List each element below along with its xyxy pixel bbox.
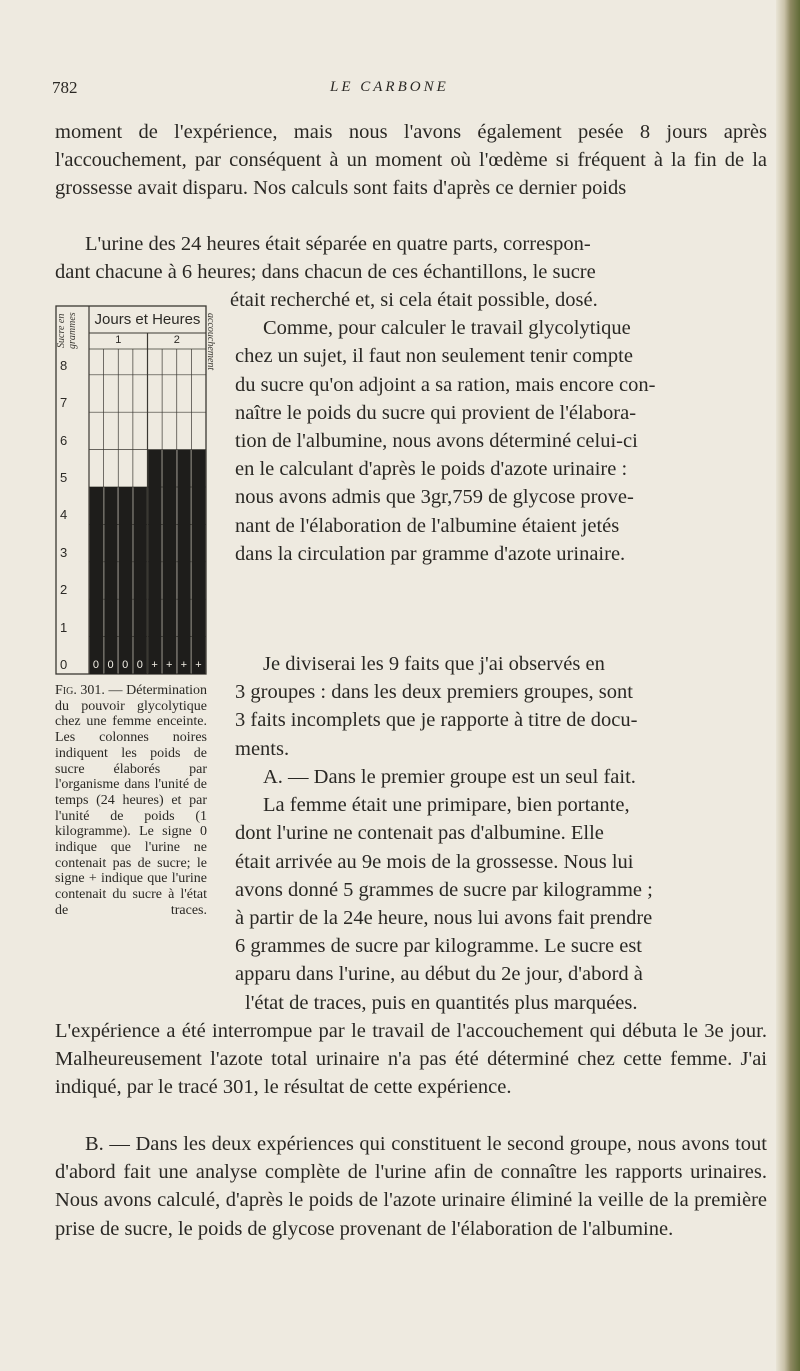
day-label: 2	[173, 334, 180, 346]
y-tick-label: 3	[60, 544, 68, 560]
text-line: du sucre qu'on adjoint a sa ration, mais encore con-	[235, 373, 656, 396]
text-line: était recherché et, si cela était possible, dosé.	[230, 289, 598, 311]
y-tick-label: 8	[60, 357, 68, 373]
text-line: en le calculant d'après le poids d'azote urinaire :	[235, 458, 628, 481]
paragraph-urine-column	[230, 286, 767, 568]
urine-sugar-marker: +	[165, 659, 173, 671]
urine-sugar-marker: 0	[92, 659, 99, 671]
y-axis-title: Sucre en grammes	[56, 312, 78, 350]
text-line: l'état de traces, puis en quantités plus marquées.	[245, 991, 638, 1014]
figure-301	[55, 305, 207, 675]
text-line: avons donné 5 grammes de sucre par kilogramme ;	[235, 878, 653, 901]
running-title: LE CARBONE	[330, 79, 449, 95]
figure-caption	[55, 683, 207, 934]
y-tick-label: 2	[60, 582, 68, 598]
sugar-bar	[104, 487, 117, 674]
page-number: 782	[52, 78, 78, 97]
text-line: dans la circulation par gramme d'azote urinaire.	[235, 542, 626, 565]
y-tick-label: 1	[60, 619, 68, 635]
sugar-bar	[192, 450, 205, 674]
y-tick-label: 7	[60, 395, 68, 411]
text-line: Comme, pour calculer le travail glycolytique	[263, 317, 631, 340]
childbirth-label: accouchement	[205, 313, 216, 371]
text-line: dant chacune à 6 heures; dans chacun de ces échantillons, le sucre	[55, 261, 596, 284]
text-line: Je diviserai les 9 faits que j'ai observés en	[263, 653, 605, 675]
chart-header-title: Jours et Heures	[94, 311, 201, 328]
text-line: était arrivée au 9e mois de la grossesse. Nous lui	[235, 850, 634, 873]
text-line: apparu dans l'urine, au début du 2e jour, d'abord à	[235, 963, 643, 986]
urine-sugar-marker: 0	[107, 659, 114, 671]
sugar-bar	[177, 450, 190, 674]
y-tick-label: 6	[60, 432, 68, 448]
text-line: nous avons admis que 3gr,759 de glycose prove-	[235, 486, 634, 509]
sugar-bar	[119, 487, 132, 674]
text-line: A. — Dans le premier groupe est un seul fait.	[263, 766, 636, 788]
urine-sugar-marker: 0	[122, 659, 129, 671]
urine-sugar-marker: +	[151, 659, 158, 671]
text-line: naître le poids du sucre qui provient de l'élabora-	[235, 401, 637, 424]
sugar-bar	[133, 487, 146, 674]
text-line: 3 groupes : dans les deux premiers groupes, sont	[235, 681, 633, 704]
book-spine-edge	[776, 0, 800, 1371]
paragraph-intro: moment de l'expérience, mais nous l'avons également pesée 8 jours après l'accouchement, par conséquent à un moment où l'œdème si fréquent à la fin de la grossesse avait disparu. Nos calculs sont faits d'après ce dernier poids	[55, 121, 767, 200]
text-line: La femme était une primipare, bien portante,	[263, 794, 630, 817]
text-line: nant de l'élaboration de l'albumine étaient jetés	[235, 514, 620, 537]
text-line: chez un sujet, il faut non seulement tenir compte	[235, 345, 633, 368]
y-tick-label: 5	[60, 470, 68, 485]
sugar-bar	[90, 487, 103, 674]
urine-sugar-marker: +	[195, 659, 202, 671]
text-line: dont l'urine ne contenait pas d'albumine. Elle	[235, 822, 604, 845]
day-label: 1	[115, 334, 122, 346]
text-line: à partir de la 24e heure, nous lui avons fait prendre	[235, 907, 653, 930]
sugar-bar	[148, 450, 161, 674]
paragraph-groups	[235, 650, 767, 763]
y-tick-label: 0	[60, 657, 68, 672]
paragraph-after-a: L'expérience a été interrompue par le travail de l'accouchement qui débuta le 3e jour. Malheureusement l'azote total urinaire n'a pas été déterminé chez cette femme. J'ai indiqué, par le tracé 301, le résultat de cette expérience.	[55, 1020, 767, 1099]
text-line: 6 grammes de sucre par kilogramme. Le sucre est	[235, 935, 642, 958]
urine-sugar-marker: +	[180, 659, 187, 671]
text-line: L'urine des 24 heures était séparée en quatre parts, correspon-	[85, 233, 591, 255]
glycolytic-chart	[55, 305, 207, 675]
sugar-bar	[163, 450, 176, 674]
paragraph-group-a	[235, 763, 767, 1017]
caption-label: Fig. 301.	[55, 683, 105, 698]
paragraph-group-b: B. — Dans les deux expériences qui constituent le second groupe, nous avons tout d'abord fait une analyse complète de l'urine afin de connaître les rapports urinaires. Nous avons calculé, d'après le poids de l'azote urinaire éliminé la veille de la première prise de sucre, le poids de glycose provenant de l'élaboration de l'albumine.	[55, 1133, 767, 1240]
text-line: ments.	[235, 737, 290, 760]
y-tick-label: 4	[60, 507, 68, 523]
text-line: 3 faits incomplets que je rapporte à titre de docu-	[235, 709, 638, 732]
text-line: tion de l'albumine, nous avons déterminé celui-ci	[235, 430, 638, 453]
caption-text: — Détermination du pouvoir glycolytique chez une femme enceinte. Les colonnes noires indiquent les poids de sucre élaborés par l'organisme dans l'unité de temps (24 heures) et par l'unité de poids (1 kilogramme). Le signe 0 indique que l'urine ne contenait pas de sucre; le signe + indique que l'urine contenait du sucre à l'état de traces.	[55, 683, 207, 918]
paragraph-urine-full	[55, 230, 767, 286]
urine-sugar-marker: 0	[136, 659, 143, 671]
